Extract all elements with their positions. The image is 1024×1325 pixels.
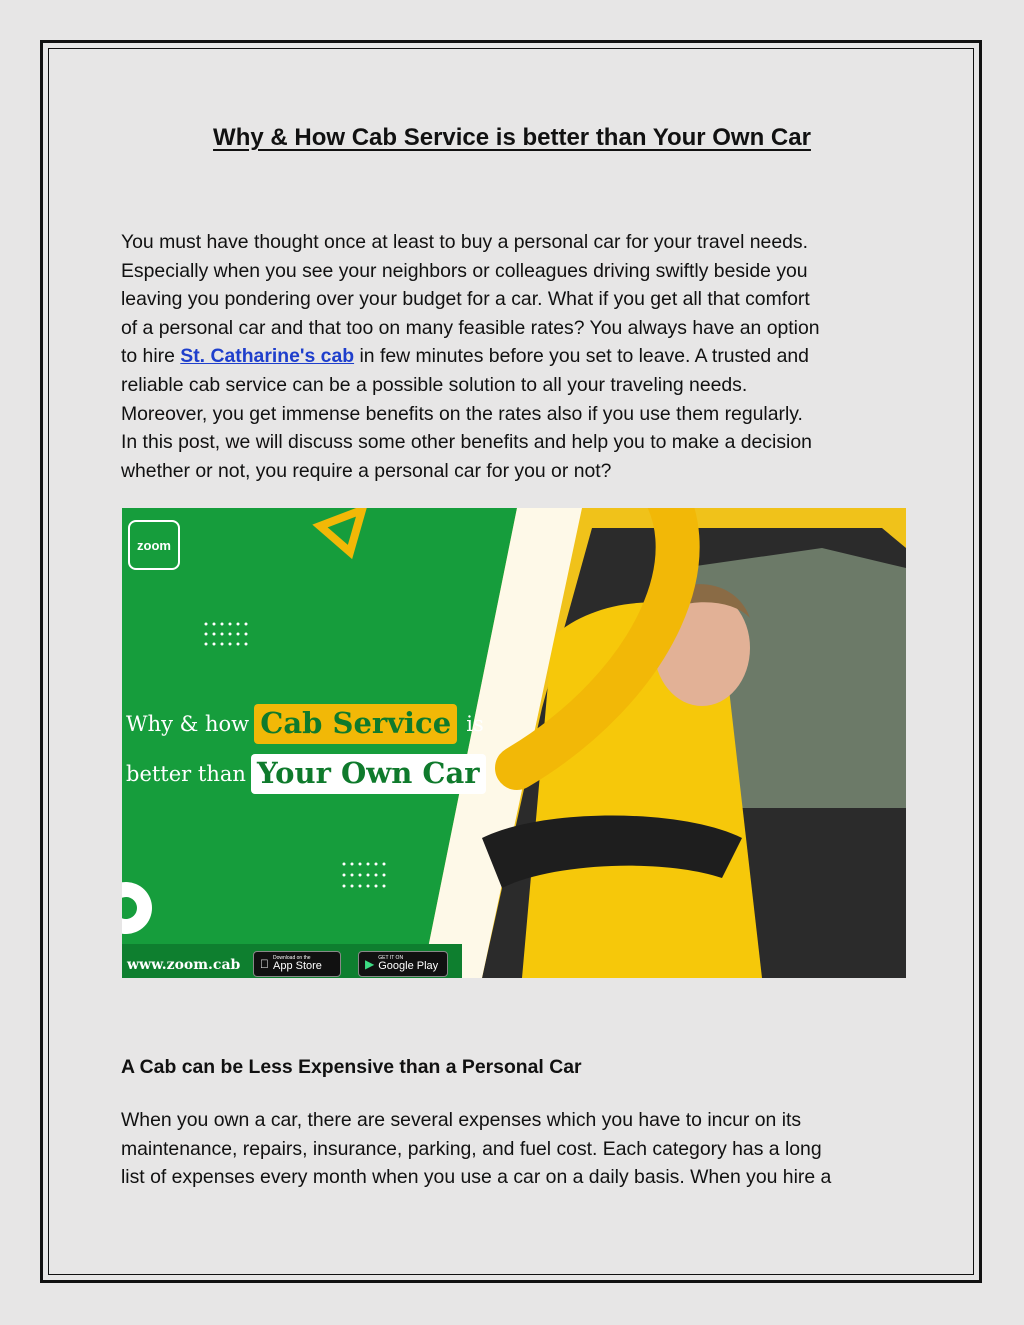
apple-icon <box>260 958 269 970</box>
intro-text: to hire <box>121 345 181 368</box>
app-store-badge <box>253 951 341 977</box>
banner-headline-row1 <box>126 704 484 744</box>
banner-text: Why & how <box>126 712 250 736</box>
banner-chip-cab-service: Cab Service <box>254 704 457 744</box>
section-heading: A Cab can be Less Expensive than a Personal Car <box>121 1056 582 1078</box>
banner-website-url: www.zoom.cab <box>127 957 241 973</box>
zoom-logo: zoom <box>128 520 180 570</box>
section-paragraph <box>121 1106 921 1192</box>
badge-name: App Store <box>264 960 313 972</box>
intro-paragraph <box>121 228 921 485</box>
intro-line: of a personal car and that too on many feasible rates? You always have an option <box>121 316 820 339</box>
intro-line: Moreover, you get immense benefits on the rates also if you use them regularly. <box>121 402 803 425</box>
badge-subtext: Download on the <box>264 955 302 961</box>
intro-line: whether or not, you require a personal car for you or not? <box>121 459 612 482</box>
promo-banner-image <box>122 508 906 978</box>
banner-headline-row2 <box>126 754 486 794</box>
section-line: list of expenses every month when you use a car on a daily basis. When you hire a <box>121 1166 832 1189</box>
section-line: When you own a car, there are several expenses which you have to incur on its <box>121 1109 802 1131</box>
intro-line: In this post, we will discuss some other benefits and help you to make a decision <box>121 431 812 454</box>
badge-name: Google Play <box>378 960 439 972</box>
banner-text: better than <box>126 762 246 786</box>
intro-line: reliable cab service can be a possible solution to all your traveling needs. <box>121 373 748 396</box>
banner-chip-your-own-car: Your Own Car <box>251 754 486 794</box>
section-line: maintenance, repairs, insurance, parking, and fuel cost. Each category has a long <box>121 1137 822 1160</box>
document-title: Why & How Cab Service is better than Your Own Car <box>213 124 811 151</box>
st-catharines-cab-link[interactable]: St. Catharine's cab <box>180 345 355 368</box>
intro-line <box>121 342 921 371</box>
badge-subtext: GET IT ON <box>378 955 404 961</box>
google-play-badge <box>358 951 448 977</box>
intro-line: Especially when you see your neighbors or colleagues driving swiftly beside you <box>121 259 808 282</box>
banner-text: is <box>466 712 484 736</box>
intro-line: You must have thought once at least to buy a personal car for your travel needs. <box>121 231 808 253</box>
intro-text: in few minutes before you set to leave. A trusted and <box>354 345 809 368</box>
play-icon: ▶ <box>365 957 375 971</box>
intro-line: leaving you pondering over your budget for a car. What if you get all that comfort <box>121 288 810 311</box>
